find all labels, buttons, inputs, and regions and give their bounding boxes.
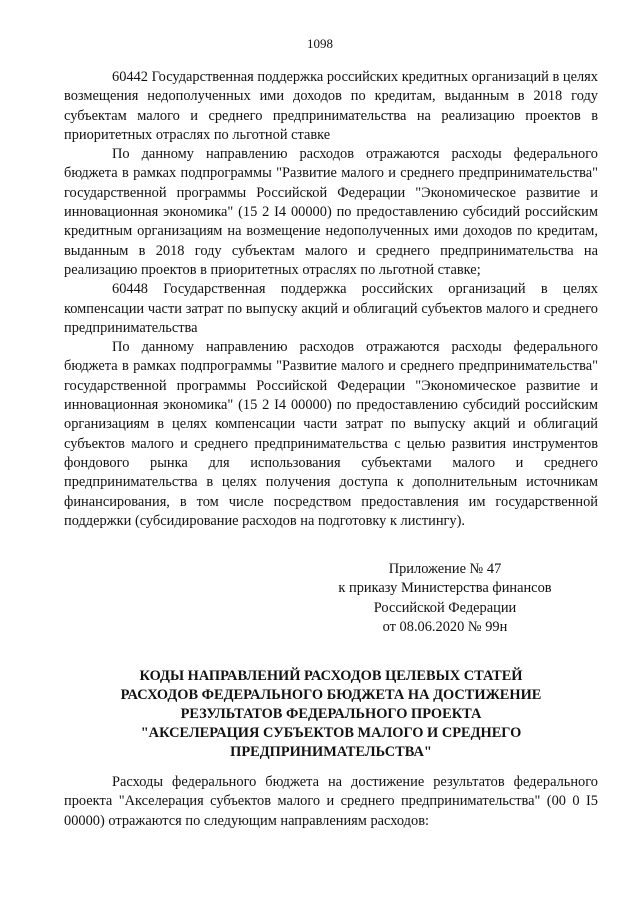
paragraph-60448-heading: 60448 Государственная поддержка российских организаций в целях компенсации части затрат по выпуску акций и облигаций субъектов малого и среднего предпринимательства xyxy=(64,281,598,336)
appendix-line-1: Приложение № 47 xyxy=(388,561,502,577)
title-line-2: РАСХОДОВ ФЕДЕРАЛЬНОГО БЮДЖЕТА НА ДОСТИЖЕНИЕ xyxy=(120,687,542,703)
closing-text xyxy=(64,773,598,831)
body-text xyxy=(64,68,598,531)
closing-paragraph: Расходы федерального бюджета на достижение результатов федерального проекта "Акселерация субъектов малого и среднего предпринимательства" (00 0 I5 00000) отражаются по следующим направлениям расходов: xyxy=(64,774,598,829)
section-title xyxy=(64,667,598,762)
paragraph-60448-description: По данному направлению расходов отражаются расходы федерального бюджета в рамках подпрограммы "Развитие малого и среднего предпринимательства" государственной программы Российской Федерации "Экономическое развитие и инновационная экономика" (15 2 I4 00000) по предоставлению субсидий российским организациям в целях компенсации части затрат по выпуску акций и облигаций субъектов малого и среднего предпринимательства с целью развития инструментов фондового рынка для использования субъектами малого и среднего предпринимательства в целях получения доступа к дополнительным источникам финансирования, в том числе посредством предоставления им государственной поддержки (субсидирование расходов на подготовку к листингу). xyxy=(64,339,598,529)
appendix-line-4: от 08.06.2020 № 99н xyxy=(382,618,508,635)
title-line-4: "АКСЕЛЕРАЦИЯ СУБЪЕКТОВ МАЛОГО И СРЕДНЕГО xyxy=(140,725,522,741)
appendix-line-3: Российской Федерации xyxy=(373,599,517,616)
appendix-line-2: к приказу Министерства финансов xyxy=(338,580,552,597)
appendix-reference xyxy=(300,560,590,637)
title-line-5: ПРЕДПРИНИМАТЕЛЬСТВА" xyxy=(230,744,432,760)
title-line-1: КОДЫ НАПРАВЛЕНИЙ РАСХОДОВ ЦЕЛЕВЫХ СТАТЕЙ xyxy=(139,668,523,684)
page-number: 1098 xyxy=(307,36,333,51)
paragraph-60442-heading: 60442 Государственная поддержка российских кредитных организаций в целях возмещения недополученных ими доходов по кредитам, выданным в 2018 году субъектам малого и среднего предпринимательства на реализацию проектов в приоритетных отраслях по льготной ставке xyxy=(64,69,598,143)
title-line-3: РЕЗУЛЬТАТОВ ФЕДЕРАЛЬНОГО ПРОЕКТА xyxy=(180,706,482,722)
paragraph-60442-description: По данному направлению расходов отражаются расходы федерального бюджета в рамках подпрограммы "Развитие малого и среднего предпринимательства" государственной программы Российской Федерации "Экономическое развитие и инновационная экономика" (15 2 I4 00000) по предоставлению субсидий российским кредитным организациям на возмещение недополученных ими доходов по кредитам, выданным в 2018 году субъектам малого и среднего предпринимательства на реализацию проектов в приоритетных отраслях по льготной ставке; xyxy=(64,146,598,278)
